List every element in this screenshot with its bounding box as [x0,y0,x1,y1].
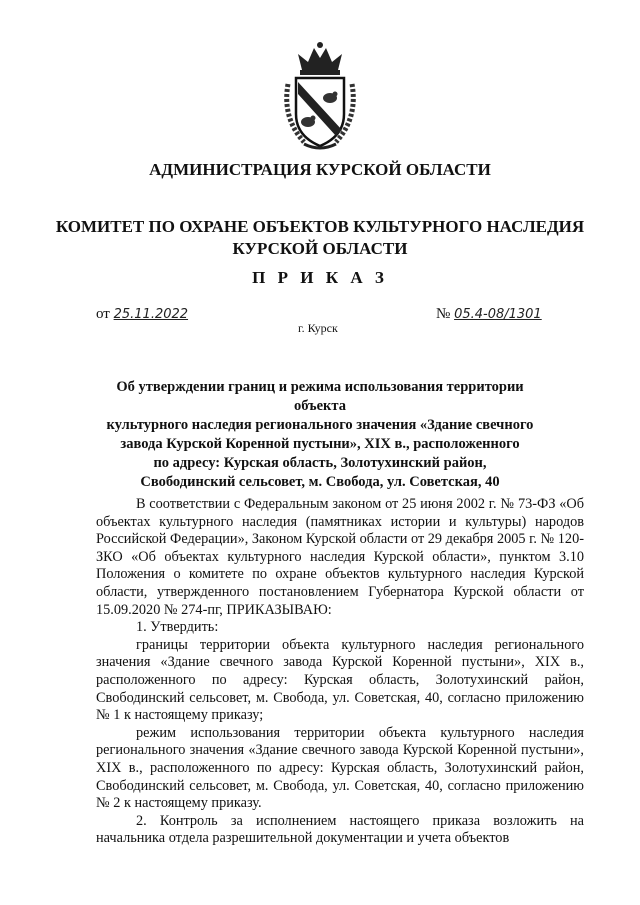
subject-line-1: Об утверждении границ и режима использования территории объекта [116,379,524,414]
coat-of-arms-icon [278,40,362,152]
body-paragraph-boundaries: границы территории объекта культурного наследия регионального значения «Здание свечного завода Курской Коренной пустыни», XIX в., расположенного по адресу: Курская область, Золотухинский район, Свободинский сельсовет, м. Свобода, ул. Советская, 40, согласно приложению № 1 к настоящему приказу; [96,636,584,724]
subject-line-4: по адресу: Курская область, Золотухинский район, [153,455,487,471]
body-paragraph-preamble: В соответствии с Федеральным законом от 25 июня 2002 г. № 73-ФЗ «Об объектах культурного наследия (памятниках истории и культуры) народов Российской Федерации», Законом Курской области от 29 декабря 2005 г. № 120-ЗКО «Об объектах культурного наследия Курской области», пунктом 3.10 Положения о комитете по охране объектов культурного наследия Курской области, утвержденного постановлением Губернатора Курской области от 15.09.2020 № 274-пг, ПРИКАЗЫВАЮ: [96,496,584,618]
order-subject [90,378,550,492]
committee-line-1: КОМИТЕТ ПО ОХРАНЕ ОБЪЕКТОВ КУЛЬТУРНОГО НАСЛЕДИЯ [55,217,585,236]
handwritten-date: 25.11.2022 [113,307,189,322]
body-paragraph-regime: режим использования территории объекта культурного наследия регионального значения «Здание свечного завода Курской Коренной пустыни», XIX в., расположенного по адресу: Курская область, Золотухинский район, Свободинский сельсовет, м. Свобода, ул. Советская, 40, согласно приложению № 2 к настоящему приказу. [96,724,584,812]
document-type-title: П Р И К А З [252,268,388,287]
subject-line-2: культурного наследия регионального значения «Здание свечного [106,417,534,433]
number-line [436,306,542,323]
date-label: от [96,306,110,322]
number-label: № [436,306,451,322]
city-label: г. Курск [298,321,338,335]
handwritten-number: 05.4-08/1301 [454,307,542,322]
order-body [96,496,584,848]
subject-line-5: Свободинский сельсовет, м. Свобода, ул. Советская, 40 [140,474,500,490]
subject-line-3: завода Курской Коренной пустыни», XIX в., расположенного [120,436,520,452]
committee-name [0,216,640,260]
administration-name: АДМИНИСТРАЦИЯ КУРСКОЙ ОБЛАСТИ [149,160,491,179]
body-paragraph-item-1: 1. Утвердить: [136,619,219,636]
date-line [96,306,188,323]
committee-line-2: КУРСКОЙ ОБЛАСТИ [232,239,408,258]
body-paragraph-item-2: 2. Контроль за исполнением настоящего приказа возложить на начальника отдела разрешительной документации и учета объектов [96,812,584,847]
